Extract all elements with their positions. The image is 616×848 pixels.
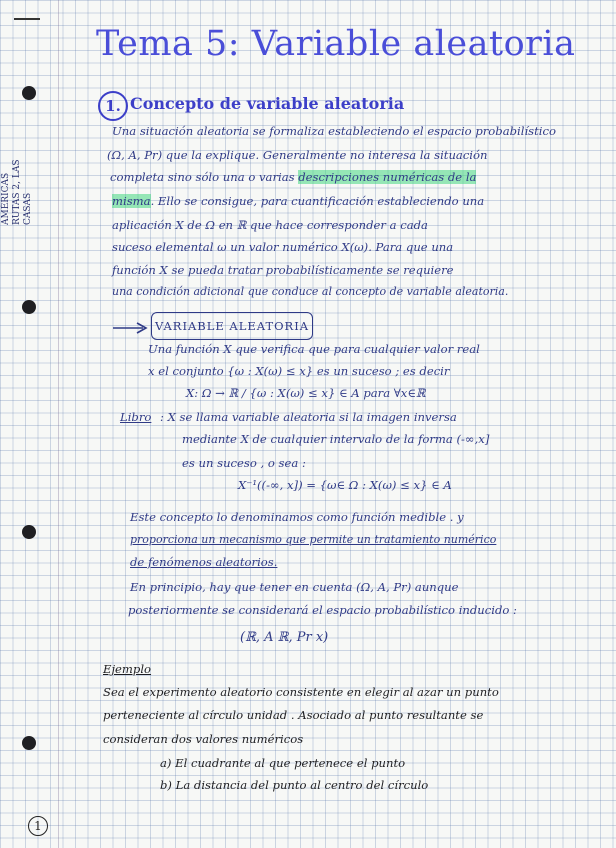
page-title: Tema 5: Variable aleatoria: [96, 24, 576, 64]
highlighted-phrase: misma: [112, 194, 151, 208]
definition-line: x el conjunto {ω : X(ω) ≤ x} es un suceso ; es decir: [148, 364, 450, 378]
measurable-line: de fenómenos aleatorios.: [130, 555, 278, 569]
example-line: perteneciente al círculo unidad . Asociado al punto resultante se: [103, 708, 484, 722]
principle-line: En principio, hay que tener en cuenta (Ω, A, Pr) aunque: [130, 580, 459, 594]
section-heading: Concepto de variable aleatoria: [130, 94, 405, 113]
margin-line: [58, 0, 59, 848]
example-heading: Ejemplo: [103, 662, 152, 676]
measurable-line: Este concepto lo denominamos como función medible . y: [130, 510, 464, 524]
section-number: 1.: [98, 91, 128, 121]
intro-line: aplicación X de Ω en ℝ que hace corresponder a cada: [112, 218, 428, 232]
definition-box: VARIABLE ALEATORIA: [151, 312, 313, 340]
arrow-icon: [113, 322, 149, 334]
margin-mark: [14, 18, 40, 20]
principle-formula: (ℝ, A ℝ, Pr x): [240, 630, 329, 645]
measurable-line: proporciona un mecanismo que permite un tratamiento numérico: [130, 533, 497, 546]
intro-line: función X se pueda tratar probabilísticamente se requiere: [112, 263, 454, 277]
libro-label: Libro: [120, 410, 152, 424]
libro-line: es un suceso , o sea :: [182, 456, 306, 470]
binder-hole: [22, 86, 36, 100]
example-line: Sea el experimento aleatorio consistente en elegir al azar un punto: [103, 685, 499, 699]
binder-hole: [22, 736, 36, 750]
intro-line: suceso elemental ω un valor numérico X(ω). Para que una: [112, 240, 454, 254]
principle-line: posteriormente se considerará el espacio probabilístico inducido :: [128, 603, 517, 617]
example-line: consideran dos valores numéricos: [103, 732, 304, 746]
libro-line: : X se llama variable aleatoria si la imagen inversa: [160, 410, 457, 424]
intro-line: misma. Ello se consigue, para cuantificación estableciendo una: [112, 194, 485, 208]
libro-line: mediante X de cualquier intervalo de la forma (-∞,x]: [182, 432, 490, 446]
side-note: AMÉRICAS RUTAS 2, LAS CASAS: [1, 159, 33, 225]
libro-formula: X⁻¹((-∞, x]) = {ω∈ Ω : X(ω) ≤ x} ∈ A: [238, 478, 452, 492]
example-item: b) La distancia del punto al centro del círculo: [160, 778, 429, 792]
intro-line: (Ω, A, Pr) que la explique. Generalmente no interesa la situación: [107, 148, 488, 162]
intro-line: una condición adicional que conduce al concepto de variable aleatoria.: [112, 285, 509, 298]
binder-hole: [22, 525, 36, 539]
definition-line: Una función X que verifica que para cualquier valor real: [148, 342, 480, 356]
intro-line: Una situación aleatoria se formaliza estableciendo el espacio probabilístico: [112, 124, 556, 138]
binder-hole: [22, 300, 36, 314]
definition-formula: X: Ω → ℝ / {ω : X(ω) ≤ x} ∈ A para ∀x∈ℝ: [186, 386, 426, 400]
page-number: 1: [28, 816, 48, 836]
example-item: a) El cuadrante al que pertenece el punto: [160, 756, 406, 770]
highlighted-phrase: descripciones numéricas de la: [298, 170, 477, 184]
intro-line: completa sino sólo una o varias descripciones numéricas de la: [110, 170, 477, 184]
